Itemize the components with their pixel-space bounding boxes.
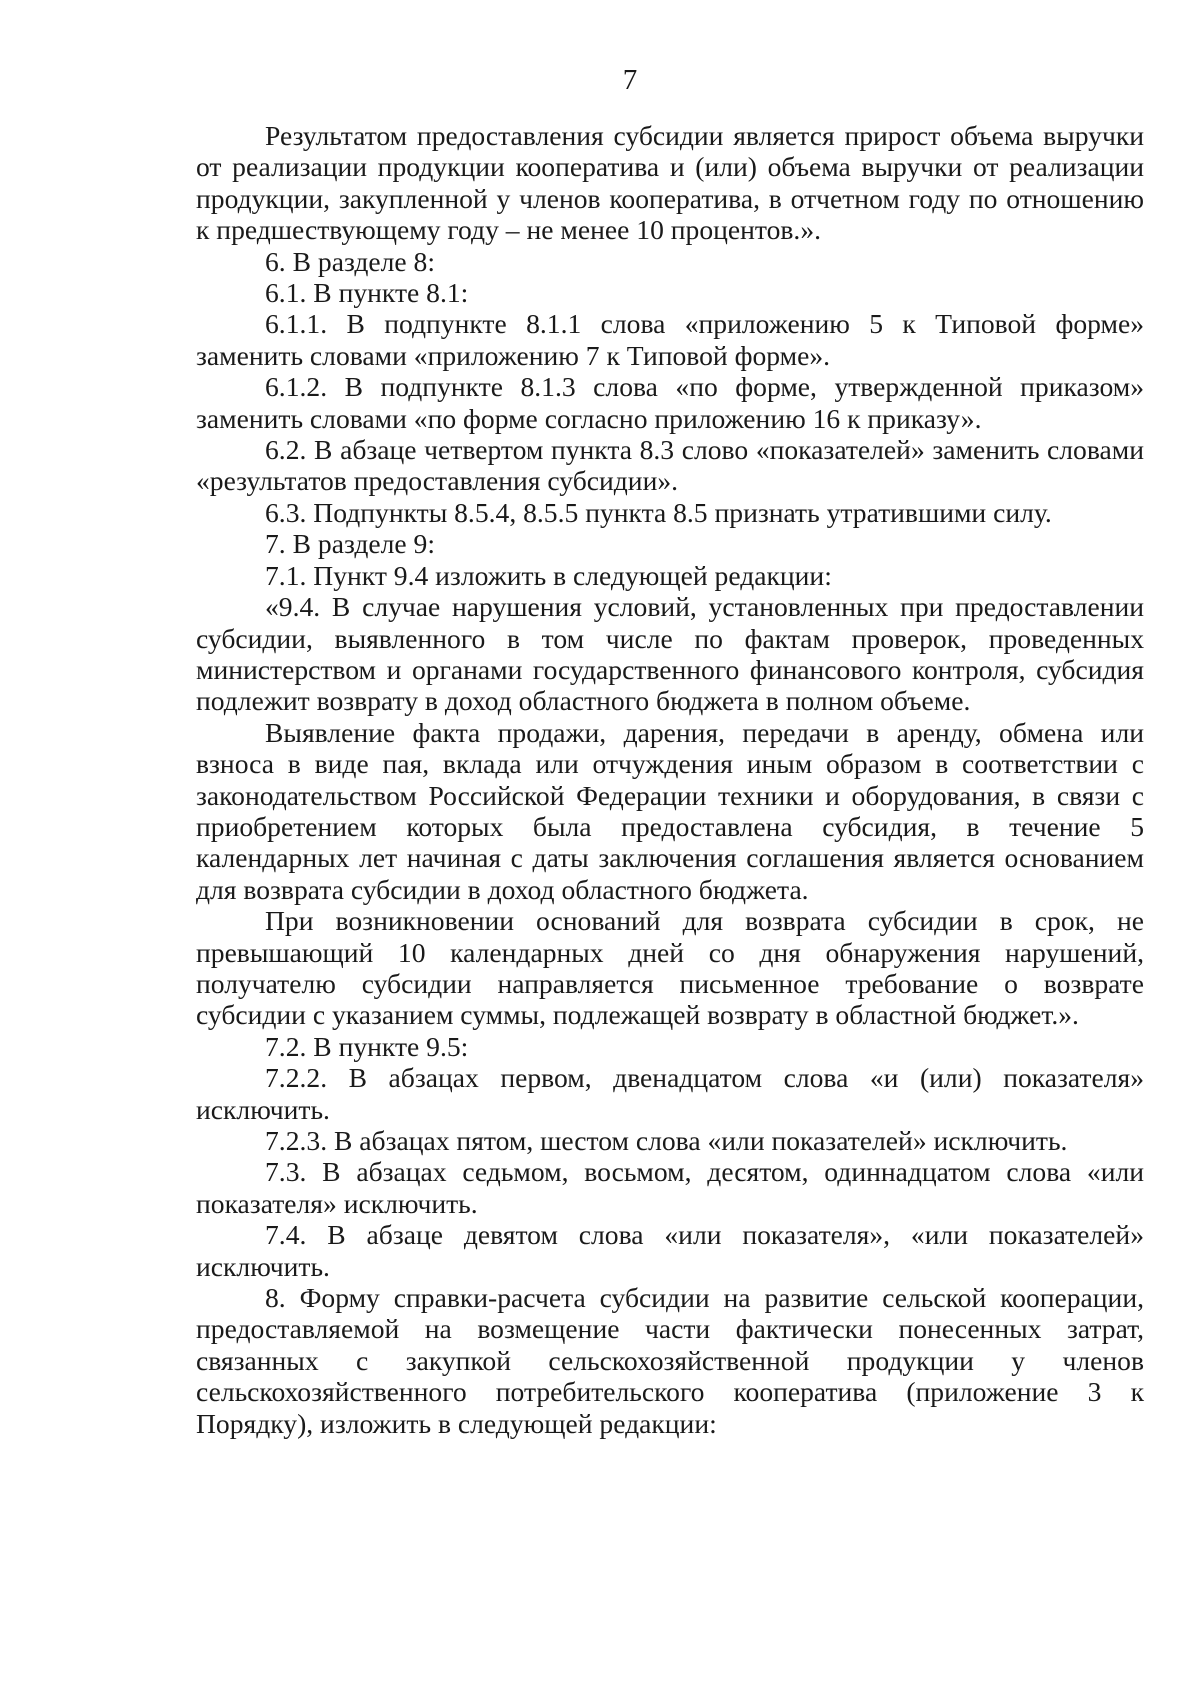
- paragraph-sale-detection: Выявление факта продажи, дарения, передачи в аренду, обмена или взноса в виде пая, вклада или отчуждения иным образом в соответствии с законодательством Российской Федерации техники и оборудования, в связи с приобретением которых была предоставлена субсидия, в течение 5 календарных лет начиная с даты заключения соглашения является основанием для возврата субсидии в доход областного бюджета.: [196, 716, 1144, 905]
- document-body: [196, 120, 1144, 1439]
- paragraph-6-1-1: 6.1.1. В подпункте 8.1.1 слова «приложению 5 к Типовой форме» заменить словами «приложению 7 к Типовой форме».: [196, 308, 1144, 371]
- paragraph-6-3: 6.3. Подпункты 8.5.4, 8.5.5 пункта 8.5 признать утратившими силу.: [265, 496, 1052, 528]
- paragraph-7-2: 7.2. В пункте 9.5:: [265, 1030, 469, 1062]
- paragraph-7-2-2: 7.2.2. В абзацах первом, двенадцатом слова «и (или) показателя» исключить.: [196, 1062, 1144, 1125]
- paragraph-7-4: 7.4. В абзаце девятом слова «или показателя», «или показателей» исключить.: [196, 1219, 1144, 1282]
- paragraph-6-1-2: 6.1.2. В подпункте 8.1.3 слова «по форме, утвержденной приказом» заменить словами «по форме согласно приложению 16 к приказу».: [196, 371, 1144, 434]
- page-number: 7: [622, 64, 638, 96]
- paragraph-item-8-1: 6.1. В пункте 8.1:: [265, 277, 469, 309]
- paragraph-7-1: 7.1. Пункт 9.4 изложить в следующей редакции:: [265, 559, 832, 591]
- paragraph-section-9: 7. В разделе 9:: [265, 528, 436, 560]
- paragraph-9-4: «9.4. В случае нарушения условий, установленных при предоставлении субсидии, выявленного в том числе по фактам проверок, проведенных министерством и органами государственного финансового контроля, субсидия подлежит возврату в доход областного бюджета в полном объеме.: [196, 591, 1144, 717]
- paragraph-section-8: 6. В разделе 8:: [265, 245, 436, 277]
- paragraph-result: Результатом предоставления субсидии является прирост объема выручки от реализации продукции кооператива и (или) объема выручки от реализации продукции, закупленной у членов кооператива, в отчетном году по отношению к предшествующему году – не менее 10 процентов.».: [196, 120, 1144, 246]
- paragraph-refund-grounds: При возникновении оснований для возврата субсидии в срок, не превышающий 10 календарных дней со дня обнаружения нарушений, получателю субсидии направляется письменное требование о возврате субсидии с указанием суммы, подлежащей возврату в областной бюджет.».: [196, 905, 1144, 1031]
- paragraph-8-form: 8. Форму справки-расчета субсидии на развитие сельской кооперации, предоставляемой на возмещение части фактически понесенных затрат, связанных с закупкой сельскохозяйственной продукции у членов сельскохозяйственного потребительского кооператива (приложение 3 к Порядку), изложить в следующей редакции:: [196, 1282, 1144, 1439]
- paragraph-7-2-3: 7.2.3. В абзацах пятом, шестом слова «или показателей» исключить.: [265, 1125, 1068, 1156]
- paragraph-7-3: 7.3. В абзацах седьмом, восьмом, десятом, одиннадцатом слова «или показателя» исключить.: [196, 1156, 1144, 1219]
- paragraph-6-2: 6.2. В абзаце четвертом пункта 8.3 слово «показателей» заменить словами «результатов предоставления субсидии».: [196, 434, 1144, 497]
